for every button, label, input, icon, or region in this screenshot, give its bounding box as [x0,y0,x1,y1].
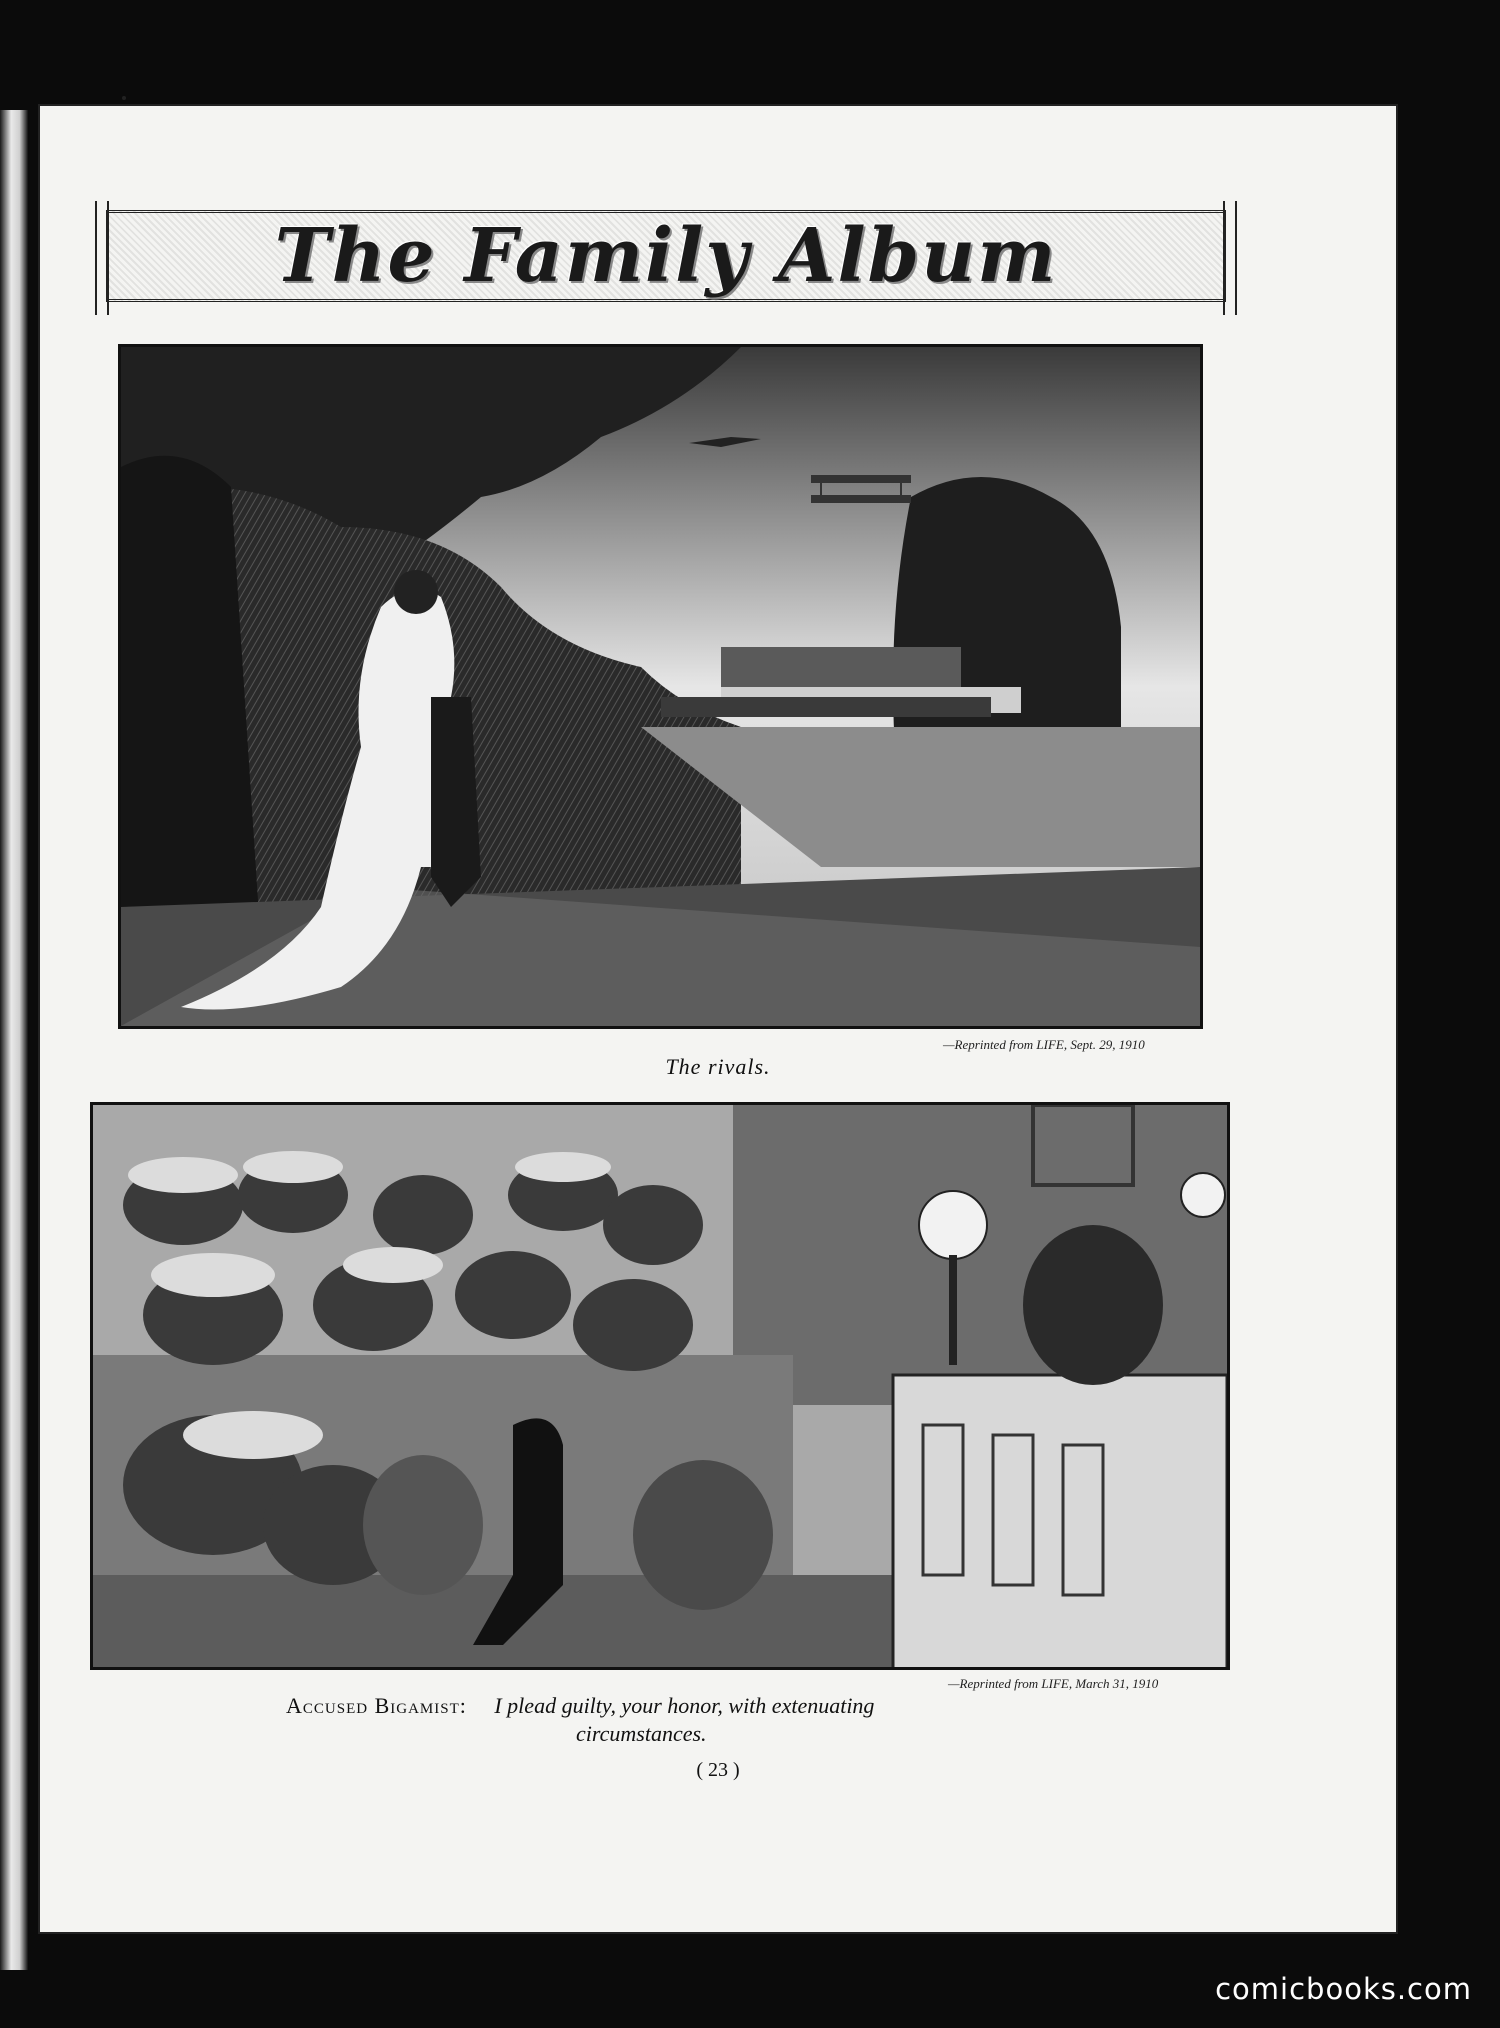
page-speck [122,96,126,100]
courtroom-illustration [90,1102,1230,1670]
biplane-upper-wing [811,475,911,483]
judge-bench [893,1375,1227,1667]
rivals-caption: The rivals. [665,1054,771,1079]
book-binding-edge [0,110,28,1970]
masthead-banner [106,210,1226,302]
caption-line-2: circumstances. [576,1721,707,1746]
biplane-lower-wing [811,495,911,503]
caption-line-1: I plead guilty, your honor, with extenuating [494,1693,875,1718]
balustrade [661,697,991,717]
caption-speaker: Accused Bigamist: [286,1693,467,1718]
courtroom-caption [286,1692,1086,1748]
rivals-credit: —Reprinted from LIFE, Sept. 29, 1910 [943,1037,1145,1052]
masthead-title: The Family Album [274,213,1058,299]
magazine-page [38,104,1398,1934]
desk-lamp-stand [949,1255,957,1365]
courtroom-credit: —Reprinted from LIFE, March 31, 1910 [948,1676,1159,1691]
hen-officer-left [363,1455,483,1595]
courtroom-drawing [93,1105,1227,1667]
wall-lamp [1181,1173,1225,1217]
tree-line [721,647,961,687]
desk-lamp-globe [919,1191,987,1259]
hen-officer-right [633,1460,773,1610]
rivals-drawing [121,347,1200,1026]
woman-hair [394,570,438,614]
page-number: ( 23 ) [696,1759,740,1781]
judge-hen [1023,1225,1163,1385]
back-wall-shadow [733,1105,1227,1405]
site-watermark: comicbooks.com [1215,1972,1472,2006]
rivals-illustration [118,344,1203,1029]
